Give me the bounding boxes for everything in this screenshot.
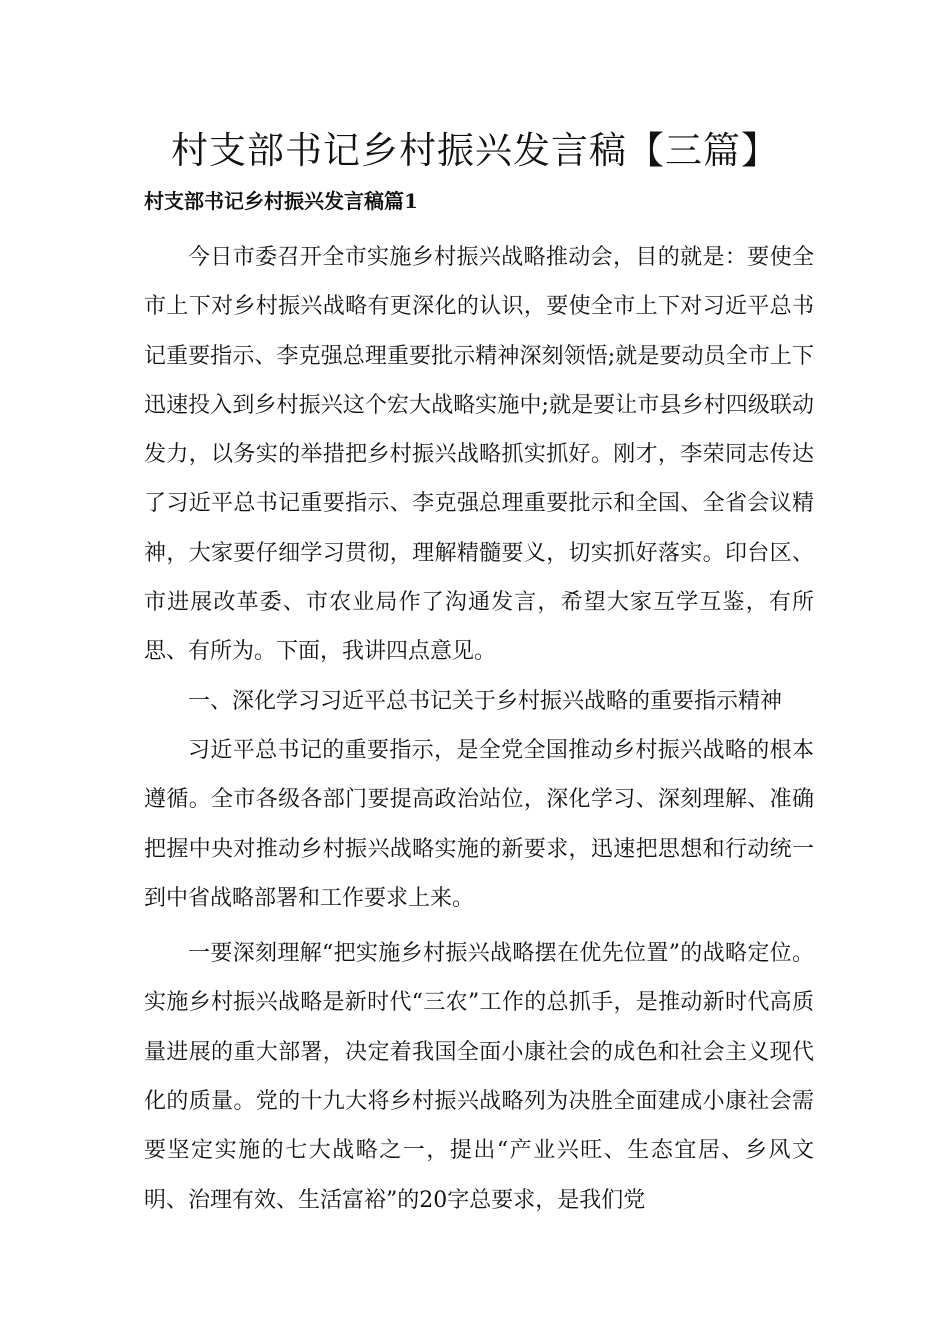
paragraph-instructions: 习近平总书记的重要指示，是全党全国推动乡村振兴战略的根本遵循。全市各级各部门要提高政治站位，深化学习、深刻理解、准确把握中央对推动乡村振兴战略实施的新要求，迅速把思想和行动统一到中省战略部署和工作要求上来。 — [144, 737, 814, 911]
paragraph-strategy-positioning: 一要深刻理解“把实施乡村振兴战略摆在优先位置”的战略定位。实施乡村振兴战略是新时代“三农”工作的总抓手，是推动新时代高质量进展的重大部署，决定着我国全面小康社会的成色和社会主义现代化的质量。党的十九大将乡村振兴战略列为决胜全面建成小康社会需要坚定实施的七大战略之一，提出“产业兴旺、生态宜居、乡风文明、治理有效、生活富裕”的20字总要求，是我们党 — [144, 941, 814, 1213]
paragraph-intro: 今日市委召开全市实施乡村振兴战略推动会，目的就是：要使全市上下对乡村振兴战略有更深化的认识，要使全市上下对习近平总书记重要指示、李克强总理重要批示精神深刻领悟;就是要动员全市上下迅速投入到乡村振兴这个宏大战略实施中;就是要让市县乡村四级联动发力，以务实的举措把乡村振兴战略抓实抓好。刚才，李荣同志传达了习近平总书记重要指示、李克强总理重要批示和全国、全省会议精神，大家要仔细学习贯彻，理解精髓要义，切实抓好落实。印台区、市进展改革委、市农业局作了沟通发言，希望大家互学互鉴，有所思、有所为。下面，我讲四点意见。 — [144, 245, 814, 665]
paragraph-heading-one: 一、深化学习习近平总书记关于乡村振兴战略的重要指示精神 — [188, 688, 783, 714]
document-title: 村支部书记乡村振兴发言稿【三篇】 — [171, 129, 779, 172]
document-body — [144, 233, 814, 1225]
section-heading: 村支部书记乡村振兴发言稿篇1 — [144, 189, 418, 213]
